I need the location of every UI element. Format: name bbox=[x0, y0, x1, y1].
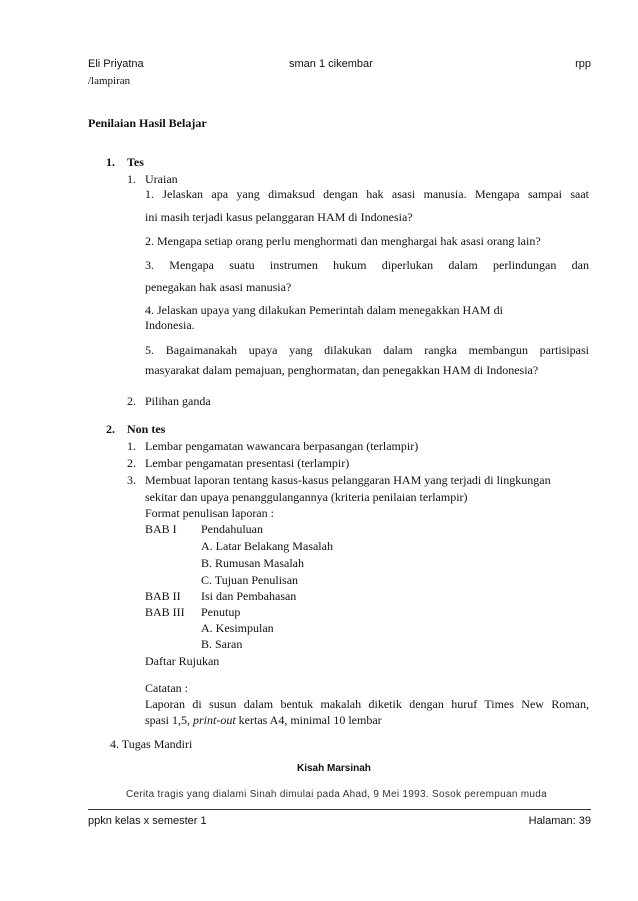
footer-page-number: Halaman: 39 bbox=[528, 815, 591, 827]
uraian-number: 1. bbox=[127, 172, 136, 186]
bab-2-label: BAB II bbox=[145, 589, 181, 603]
bab-2-title: Isi dan Pembahasan bbox=[201, 589, 297, 603]
bab-3-title: Penutup bbox=[201, 605, 241, 619]
catatan-title: Catatan : bbox=[145, 681, 188, 695]
nontes-item-3-line2: sekitar dan upaya penanggulangannya (kriteria penilaian terlampir) bbox=[145, 490, 468, 504]
tugas-mandiri: 4. Tugas Mandiri bbox=[110, 737, 193, 751]
nontes-item-3-line1: Membuat laporan tentang kasus-kasus pelanggaran HAM yang terjadi di lingkungan bbox=[145, 473, 551, 487]
uraian-label: Uraian bbox=[145, 172, 178, 186]
catatan-line2 bbox=[145, 713, 382, 728]
kisah-title: Kisah Marsinah bbox=[297, 763, 371, 774]
format-title: Format penulisan laporan : bbox=[145, 506, 274, 520]
bab-1-sub-a: A. Latar Belakang Masalah bbox=[201, 539, 333, 553]
footer-course: ppkn kelas x semester 1 bbox=[88, 815, 207, 827]
bab-1-label: BAB I bbox=[145, 522, 177, 536]
pilihan-label: Pilihan ganda bbox=[145, 394, 211, 408]
bab-1-sub-b: B. Rumusan Masalah bbox=[201, 556, 304, 570]
nontes-item-1: Lembar pengamatan wawancara berpasangan (terlampir) bbox=[145, 439, 419, 453]
tes-title: Tes bbox=[127, 155, 144, 169]
bab-1-sub-c: C. Tujuan Penulisan bbox=[201, 573, 299, 587]
bab-3-label: BAB III bbox=[145, 605, 185, 619]
uraian-question-1-line2: ini masih terjadi kasus pelanggaran HAM di Indonesia? bbox=[145, 210, 413, 224]
catatan-line2-b: kertas A4, minimal 10 lembar bbox=[235, 713, 382, 727]
uraian-question-4-line1: 4. Jelaskan upaya yang dilakukan Pemerintah dalam menegakkan HAM di bbox=[145, 303, 503, 317]
uraian-question-5-line1: 5. Bagaimanakah upaya yang dilakukan dalam rangka membangun partisipasi bbox=[145, 343, 589, 357]
bab-1-title: Pendahuluan bbox=[201, 522, 263, 536]
nontes-item-2-number: 2. bbox=[127, 456, 136, 470]
section-title: Penilaian Hasil Belajar bbox=[88, 116, 207, 130]
uraian-question-5-line2: masyarakat dalam pemajuan, penghormatan, dan penegakkan HAM di Indonesia? bbox=[145, 363, 539, 377]
nontes-title: Non tes bbox=[127, 422, 166, 436]
header-doc-type: rpp bbox=[575, 58, 591, 70]
catatan-line2-italic: print-out bbox=[193, 713, 236, 727]
header-lampiran: /lampiran bbox=[88, 75, 131, 87]
catatan-line2-a: spasi 1,5, bbox=[145, 713, 193, 727]
bab-3-sub-b: B. Saran bbox=[201, 637, 243, 651]
uraian-question-4-line2: Indonesia. bbox=[145, 318, 195, 332]
nontes-item-1-number: 1. bbox=[127, 439, 136, 453]
header-school: sman 1 cikembar bbox=[289, 58, 373, 70]
uraian-question-3-line2: penegakan hak asasi manusia? bbox=[145, 280, 292, 294]
nontes-item-3-number: 3. bbox=[127, 473, 136, 487]
catatan-line1: Laporan di susun dalam bentuk makalah diketik dengan huruf Times New Roman, bbox=[145, 697, 589, 711]
pilihan-number: 2. bbox=[127, 394, 136, 408]
daftar-rujukan: Daftar Rujukan bbox=[145, 654, 220, 668]
kisah-line1: Cerita tragis yang dialami Sinah dimulai pada Ahad, 9 Mei 1993. Sosok perempuan muda bbox=[126, 789, 547, 800]
nontes-number: 2. bbox=[106, 422, 115, 436]
uraian-question-2: 2. Mengapa setiap orang perlu menghormati dan menghargai hak asasi orang lain? bbox=[145, 234, 541, 248]
uraian-question-3-line1: 3. Mengapa suatu instrumen hukum diperlukan dalam perlindungan dan bbox=[145, 258, 589, 272]
header-author: Eli Priyatna bbox=[88, 58, 144, 70]
footer-rule bbox=[88, 809, 591, 810]
uraian-question-1-line1: 1. Jelaskan apa yang dimaksud dengan hak asasi manusia. Mengapa sampai saat bbox=[145, 187, 589, 201]
bab-3-sub-a: A. Kesimpulan bbox=[201, 621, 274, 635]
nontes-item-2: Lembar pengamatan presentasi (terlampir) bbox=[145, 456, 350, 470]
tes-number: 1. bbox=[106, 155, 115, 169]
